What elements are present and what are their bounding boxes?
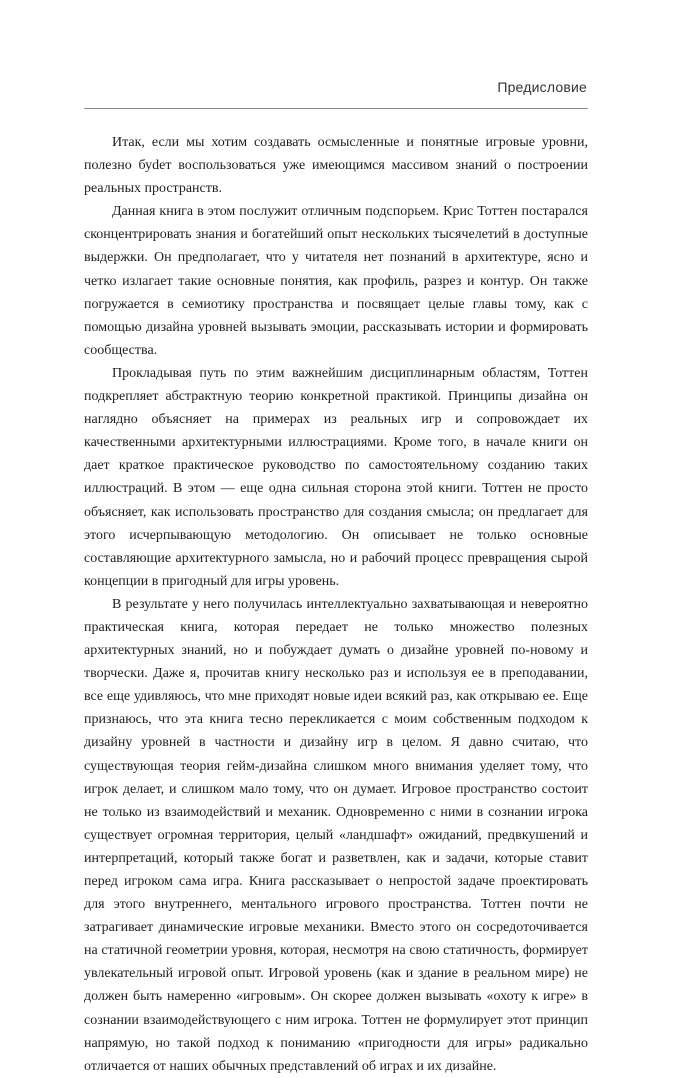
body-text: [84, 131, 588, 1078]
header-rule: [84, 108, 588, 109]
running-head: Предисловие: [497, 79, 587, 95]
paragraph: В результате у него получилась интеллектуально захватывающая и невероятно практическая книга, которая передает не только множество полезных архитектурных знаний, но и побуждает думать о дизайне уровней по-новому и творчески. Даже я, прочитав книгу несколько раз и используя ее в преподавании, все еще удивляюсь, что мне приходят новые идеи всякий раз, как открываю ее. Еще признаюсь, что эта книга тесно перекликается с моим собственным подходом к дизайну уровней в частности и дизайну игр в целом. Я давно считаю, что существующая теория гейм-дизайна слишком много внимания уделяет тому, что игрок делает, и слишком мало тому, что он думает. Игровое пространство состоит не только из взаимодействий и механик. Одновременно с ними в сознании игрока существует огромная территория, целый «ландшафт» ожиданий, предвкушений и интерпретаций, который также богат и разветвлен, как и задачи, которые ставит перед игроком сама игра. Книга рассказывает о непростой задаче проектировать для этого внутреннего, ментального игрового пространства. Тоттен почти не затрагивает динамические игровые механики. Вместо этого он сосредоточивается на статичной геометрии уровня, которая, несмотря на свою статичность, формирует увлекательный игровой опыт. Игровой уровень (как и здание в реальном мире) не должен быть намеренно «игровым». Он скорее должен вызывать «охоту к игре» в сознании взаимодействующего с ним игрока. Тоттен не формулирует этот принцип напрямую, но такой подход к пониманию «пригодности для игры» радикально отличается от наших обычных представлений об играх и их дизайне.: [84, 596, 588, 1074]
paragraph: Прокладывая путь по этим важнейшим дисциплинарным областям, Тоттен подкрепляет абстрактную теорию конкретной практикой. Принципы дизайна он наглядно объясняет на примерах из реальных игр и сопровождает их качественными архитектурными иллюстрациями. Кроме того, в начале книги он дает краткое практическое руководство по самостоятельному созданию таких иллюстраций. В этом — еще одна сильная сторона этой книги. Тоттен не просто объясняет, как использовать пространство для создания смысла; он предлагает для этого исчерпывающую методологию. Он описывает не только основные составляющие архитектурного замысла, но и рабочий процесс превращения сырой концепции в пригодный для игры уровень.: [84, 365, 588, 589]
paragraph: Данная книга в этом послужит отличным подспорьем. Крис Тоттен постарался сконцентрировать знания и богатейший опыт нескольких тысячелетий в доступные выдержки. Он предполагает, что у читателя нет познаний в архитектуре, ясно и четко излагает такие основные понятия, как профиль, разрез и контур. Он также погружается в семиотику пространства и посвящает целые главы тому, как с помощью дизайна уровней вызывать эмоции, рассказывать истории и формировать сообщества.: [84, 204, 588, 358]
paragraph: Итак, если мы хотим создавать осмысленные и понятные игровые уровни, полезно буdет воспользоваться уже имеющимся массивом знаний о построении реальных пространств.: [84, 135, 588, 197]
